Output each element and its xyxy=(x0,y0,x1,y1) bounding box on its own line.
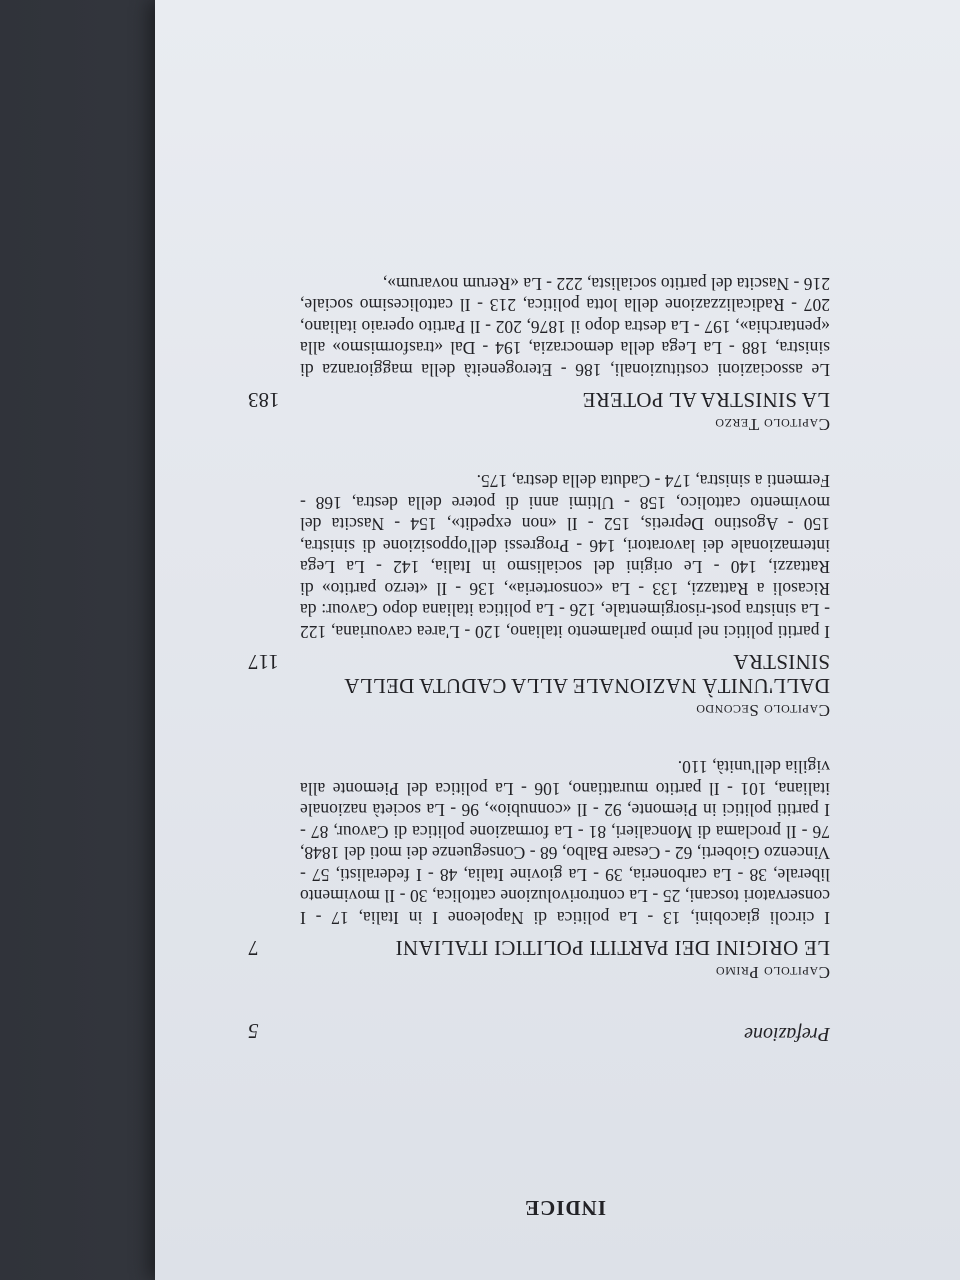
index-title: INDICE xyxy=(524,1196,606,1220)
chapter-page-number: 117 xyxy=(248,650,279,674)
chapter-contents: Le associazioni costituzionali, 186 - Eterogeneità della maggioranza di sinistra, 188 - La Lega della democrazia, 194 - Dal «trasformismo» alla «pentarchia», 197 - La destra dopo il 1876, 202 - Il Partito operaio italiano, 207 - Radicalizzazione della lotta politica, 213 - Il cattolicesimo sociale, 216 - Nascita del partito socialista, 222 - La «Rerum novarum», xyxy=(300,274,830,380)
chapter-title: LA SINISTRA AL POTERE xyxy=(582,388,830,412)
chapter-label: Capitolo Primo xyxy=(715,963,830,982)
preface-page-number: 5 xyxy=(248,1019,259,1043)
chapter-page-number: 183 xyxy=(248,388,280,412)
chapter-entry-2 xyxy=(248,470,830,720)
chapter-entry-3 xyxy=(248,273,830,435)
book-page xyxy=(155,0,960,1280)
chapter-page-number: 7 xyxy=(248,936,259,960)
chapter-entry-1 xyxy=(248,756,830,982)
chapter-title: DALL'UNITÀ NAZIONALE ALLA CADUTA DELLA SINISTRA xyxy=(345,650,830,698)
chapter-contents: I circoli giacobini, 13 - La politica di Napoleone I in Italia, 17 - I conservatori toscani, 25 - La controrivoluzione cattolica, 30 - Il movimento liberale, 38 - La carboneria, 39 - La giovine Italia, 48 - I federalisti, 57 - Vincenzo Gioberti, 62 - Cesare Balbo, 68 - Conseguenze dei moti del 1848, 76 - Il proclama di Moncalieri, 81 - La formazione politica di Cavour, 87 - I partiti politici in Piemonte, 92 - Il «connubio», 96 - La società nazionale italiana, 101 - Il partito murattiano, 106 - La politica del Piemonte alla vigilia dell'unità, 110. xyxy=(300,757,830,928)
preface-entry xyxy=(248,1019,830,1045)
chapter-contents: I partiti politici nel primo parlamento italiano, 120 - L'area cavouriana, 122 - La sinistra post-risorgimentale, 126 - La politica italiana dopo Cavour: da Ricasoli a Rattazzi, 133 - La «consorteria», 136 - Il «terzo partito» di Rattazzi, 140 - Le origini del socialismo in Italia, 142 - La Lega internazionale dei lavoratori, 146 - Progressi dell'opposizione di sinistra, 150 - Agostino Depretis, 152 - Il «non expedit», 154 - Nascita del movimento cattolico, 158 - Ultimi anni di potere della destra, 168 - Fermenti a sinistra, 174 - Caduta della destra, 175. xyxy=(300,471,830,642)
chapter-title: LE ORIGINI DEI PARTITI POLITICI ITALIANI xyxy=(395,936,830,960)
page-rotated-content xyxy=(155,0,960,1280)
table-of-contents xyxy=(248,237,830,1221)
chapter-label: Capitolo Secondo xyxy=(695,701,830,720)
preface-label: Prefazione xyxy=(744,1023,830,1045)
chapter-label: Capitolo Terzo xyxy=(714,415,830,434)
